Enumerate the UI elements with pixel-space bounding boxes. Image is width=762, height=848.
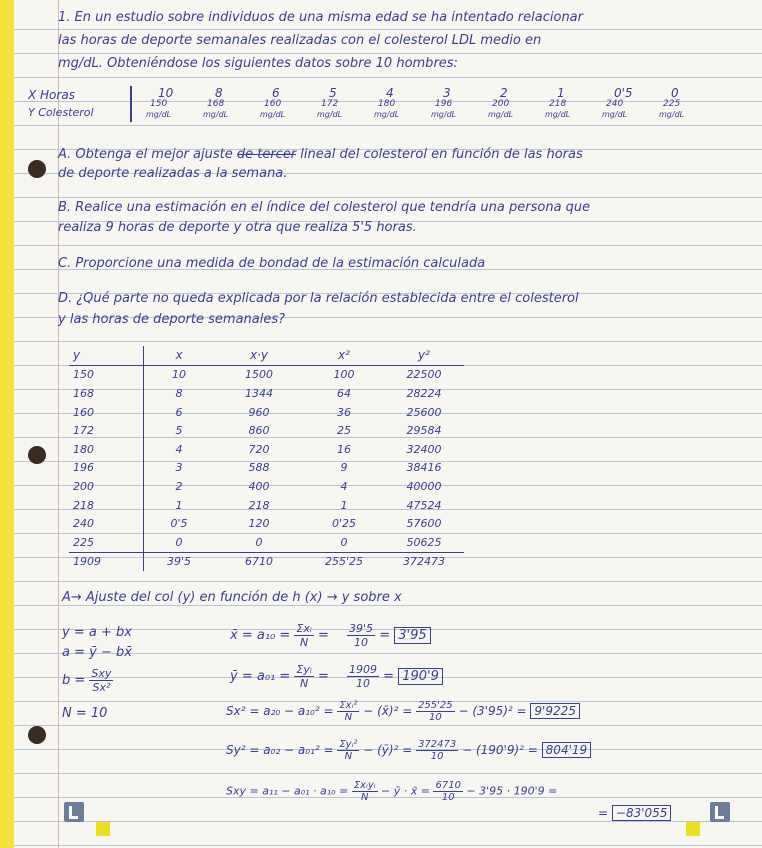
sxy-mid: − ȳ · x̄ = [381, 784, 430, 798]
sx2-vnum: 255'25 [418, 700, 453, 711]
cell-xy: 1500 [245, 368, 273, 382]
notebook-corner-mark-icon [64, 802, 84, 822]
data-y-value: 200 [492, 99, 510, 109]
sy2-num: Σyᵢ² [339, 739, 358, 750]
ybar-vden: 10 [356, 677, 371, 690]
ybar-result: 190'9 [398, 668, 443, 685]
total-cell-y2: 372473 [384, 552, 464, 571]
cell-x2: 9 [340, 461, 348, 475]
table-row [69, 496, 464, 515]
total-cell-xy: 6710 [214, 552, 304, 571]
data-y-unit: mg/dL [203, 110, 229, 119]
question-a-line-1 [58, 147, 583, 162]
table-row [69, 533, 464, 552]
data-y-value: 225 [663, 99, 681, 109]
xbar-den: N [300, 636, 309, 649]
header-y: y [69, 346, 144, 365]
xbar-eq: = [317, 628, 329, 643]
xbar-result: 3'95 [394, 627, 430, 644]
calc-sy2 [226, 739, 591, 762]
sx2-den: N [344, 712, 353, 723]
data-y-unit: mg/dL [659, 110, 685, 119]
data-y-value: 150 [150, 99, 168, 109]
calc-sxy-result-line: = −83'055 [598, 806, 671, 820]
xbar-num: Σxᵢ [296, 622, 312, 635]
ybar-lhs: ȳ = a₀₁ = [230, 669, 291, 684]
calc-ybar: ȳ = a₀₁ = $\frac{\text{Σyᵢ}}{N}$ = $\frac{1909}{10}$ = 190'9 [230, 663, 443, 690]
solution-title: A→ Ajuste del col (y) en función de h (x) → y sobre x [62, 590, 402, 605]
cell-xy: 218 [248, 498, 270, 512]
cell-y2: 22500 [406, 368, 442, 382]
header-x: x [144, 346, 215, 365]
sxy-vden: 10 [441, 792, 455, 803]
question-b-line-2: realiza 9 horas de deporte y otra que realiza 5'5 horas. [58, 220, 417, 235]
xbar-lhs: x̄ = a₁₀ = [230, 628, 291, 643]
table-row [69, 477, 464, 496]
sx2-vden: 10 [428, 712, 442, 723]
data-y-unit: mg/dL [545, 110, 571, 119]
cell-y2: 57600 [406, 517, 442, 531]
question-d-line-1: D. ¿Qué parte no queda explicada por la relación establecida entre el colesterol [58, 291, 579, 306]
question-a-post: lineal del colesterol en función de las horas [300, 147, 583, 162]
cell-xy: 860 [248, 424, 270, 438]
question-b-line-1: B. Realice una estimación en el índice del colesterol que tendría una persona que [58, 200, 591, 215]
eq-line-model: y = a + bx [62, 625, 132, 640]
data-x-value: 1 [557, 86, 565, 100]
sy2-mid: − (ȳ)² = [363, 743, 413, 757]
table-row [69, 365, 464, 384]
cell-x: 4 [175, 442, 183, 456]
eq-b-num: Sxy [91, 667, 112, 680]
cell-xy: 0 [255, 535, 263, 549]
table-row [69, 440, 464, 459]
question-a-line-2: de deporte realizadas a la semana. [58, 166, 288, 181]
table-row [69, 421, 464, 440]
data-x-value: 4 [386, 86, 394, 100]
sxy-vnum: 6710 [435, 780, 461, 791]
data-y-value: 160 [264, 99, 282, 109]
cell-y2: 28224 [406, 386, 442, 400]
notebook-page [14, 0, 762, 848]
header-xy: x·y [214, 346, 304, 365]
cell-y2: 50625 [406, 535, 442, 549]
data-y-value: 240 [606, 99, 624, 109]
calc-sxy [226, 780, 557, 803]
eq-a: a = ȳ − bx̄ [62, 645, 132, 660]
cell-x2: 64 [337, 386, 351, 400]
question-a-pre: A. Obtenga el mejor ajuste [58, 147, 233, 162]
ybar-den: N [300, 677, 309, 690]
sx2-result: 9'9225 [530, 703, 579, 719]
sy2-lhs: Sy² = a₀₂ − a₀₁² = [226, 743, 334, 757]
cell-xy: 588 [248, 461, 270, 475]
cell-y: 240 [69, 514, 144, 533]
sy2-vnum: 372473 [418, 739, 457, 750]
data-x-value: 3 [443, 86, 451, 100]
notebook-corner-mark-icon [710, 802, 730, 822]
total-cell-x: 39'5 [144, 552, 215, 571]
cell-x2: 1 [340, 498, 348, 512]
eq-b-den: Sx² [92, 681, 111, 694]
data-y-unit: mg/dL [260, 110, 286, 119]
table-row [69, 459, 464, 478]
sy2-den: N [344, 751, 353, 762]
table-row [69, 514, 464, 533]
cell-y2: 29584 [406, 424, 442, 438]
cell-x: 5 [175, 424, 183, 438]
x-row-label: X Horas [28, 88, 75, 102]
data-x-value: 2 [500, 86, 508, 100]
data-y-unit: mg/dL [146, 110, 172, 119]
cell-y: 225 [69, 533, 144, 552]
cell-y2: 47524 [406, 498, 442, 512]
sxy-den: N [360, 792, 369, 803]
sx2-tail: − (3'95)² = [458, 704, 527, 718]
cell-x: 0'5 [170, 517, 188, 531]
cell-y: 160 [69, 403, 144, 422]
binder-hole [28, 726, 46, 744]
sxy-lhs: Sxy = a₁₁ − a₀₁ · a₁₀ = [226, 784, 349, 798]
data-x-value: 6 [272, 86, 280, 100]
problem-line-2: las horas de deporte semanales realizadas con el colesterol LDL medio en [58, 33, 542, 48]
xbar-vden: 10 [354, 636, 369, 649]
cell-y: 168 [69, 384, 144, 403]
data-y-unit: mg/dL [488, 110, 514, 119]
cell-x: 3 [175, 461, 183, 475]
cell-x: 8 [175, 386, 183, 400]
cell-y: 172 [69, 421, 144, 440]
data-y-unit: mg/dL [431, 110, 457, 119]
margin-line [58, 0, 59, 848]
sx2-lhs: Sx² = a₂₀ − a₁₀² = [226, 704, 334, 718]
sy2-result: 804'19 [542, 742, 591, 758]
cell-xy: 120 [248, 517, 270, 531]
data-y-value: 218 [549, 99, 567, 109]
question-d-line-2: y las horas de deporte semanales? [58, 312, 286, 327]
cell-x2: 0 [340, 535, 348, 549]
yellow-marker-square [96, 822, 110, 836]
binder-hole [28, 446, 46, 464]
data-x-value: 0 [671, 86, 679, 100]
sxy-num: Σxᵢyᵢ [353, 780, 376, 791]
xbar-vnum: 39'5 [349, 622, 374, 635]
eq-b [62, 667, 113, 694]
cell-y: 200 [69, 477, 144, 496]
sx2-num: Σxᵢ² [339, 700, 358, 711]
table-row [69, 403, 464, 422]
cell-y: 196 [69, 459, 144, 478]
data-x-value: 8 [215, 86, 223, 100]
data-x-value: 0'5 [614, 86, 633, 100]
table-row [69, 384, 464, 403]
total-cell-x2: 255'25 [304, 552, 384, 571]
cell-x: 0 [175, 535, 183, 549]
cell-x: 1 [175, 498, 183, 512]
cell-y: 150 [69, 365, 144, 384]
cell-x2: 4 [340, 479, 348, 493]
data-x-value: 5 [329, 86, 337, 100]
yellow-marker-square [686, 822, 700, 836]
data-y-unit: mg/dL [602, 110, 628, 119]
calc-xbar: x̄ = a₁₀ = $\frac{\text{Σxᵢ}}{N}$ = $\frac{39'5}{10}$ = 3'95 [230, 622, 431, 649]
cell-xy: 400 [248, 479, 270, 493]
cell-x: 2 [175, 479, 183, 493]
question-a-struck: de tercer [236, 147, 297, 162]
data-y-unit: mg/dL [374, 110, 400, 119]
cell-x2: 0'25 [331, 517, 357, 531]
header-x2: x² [304, 346, 384, 365]
cell-y: 180 [69, 440, 144, 459]
cell-x: 6 [175, 405, 183, 419]
ybar-num: Σyᵢ [296, 663, 312, 676]
table-totals-row [69, 552, 464, 571]
sxy-tail: − 3'95 · 190'9 = [466, 784, 558, 798]
calculation-table [69, 346, 464, 571]
cell-xy: 1344 [245, 386, 273, 400]
sy2-vden: 10 [430, 751, 444, 762]
cell-xy: 720 [248, 442, 270, 456]
sy2-tail: − (190'9)² = [462, 743, 538, 757]
problem-line-1: 1. En un estudio sobre individuos de una misma edad se ha intentado relacionar [58, 10, 583, 25]
header-y2: y² [384, 346, 464, 365]
total-cell-y: 1909 [69, 552, 144, 571]
y-row-label: Y Colesterol [28, 106, 94, 119]
sxy-result: −83'055 [612, 805, 672, 821]
cell-y2: 38416 [406, 461, 442, 475]
data-x-value: 10 [158, 86, 174, 100]
cell-x: 10 [172, 368, 186, 382]
calc-sx2 [226, 700, 580, 723]
problem-line-3: mg/dL. Obteniéndose los siguientes datos sobre 10 hombres: [58, 56, 458, 71]
data-y-unit: mg/dL [317, 110, 343, 119]
cell-xy: 960 [248, 405, 270, 419]
table-header-row [69, 346, 464, 365]
cell-y: 218 [69, 496, 144, 515]
cell-x2: 25 [337, 424, 351, 438]
data-separator [130, 86, 132, 122]
eq-b-lhs: b = [62, 673, 86, 688]
cell-y2: 25600 [406, 405, 442, 419]
data-y-value: 172 [321, 99, 339, 109]
question-c: C. Proporcione una medida de bondad de la estimación calculada [58, 256, 486, 271]
cell-x2: 16 [337, 442, 351, 456]
data-y-value: 196 [435, 99, 453, 109]
cell-x2: 100 [333, 368, 355, 382]
data-y-value: 168 [207, 99, 225, 109]
sx2-mid: − (x̄)² = [363, 704, 413, 718]
eq-n: N = 10 [62, 706, 108, 721]
cell-x2: 36 [337, 405, 351, 419]
ybar-vnum: 1909 [349, 663, 378, 676]
cell-y2: 40000 [406, 479, 442, 493]
cell-y2: 32400 [406, 442, 442, 456]
binder-hole [28, 160, 46, 178]
data-y-value: 180 [378, 99, 396, 109]
